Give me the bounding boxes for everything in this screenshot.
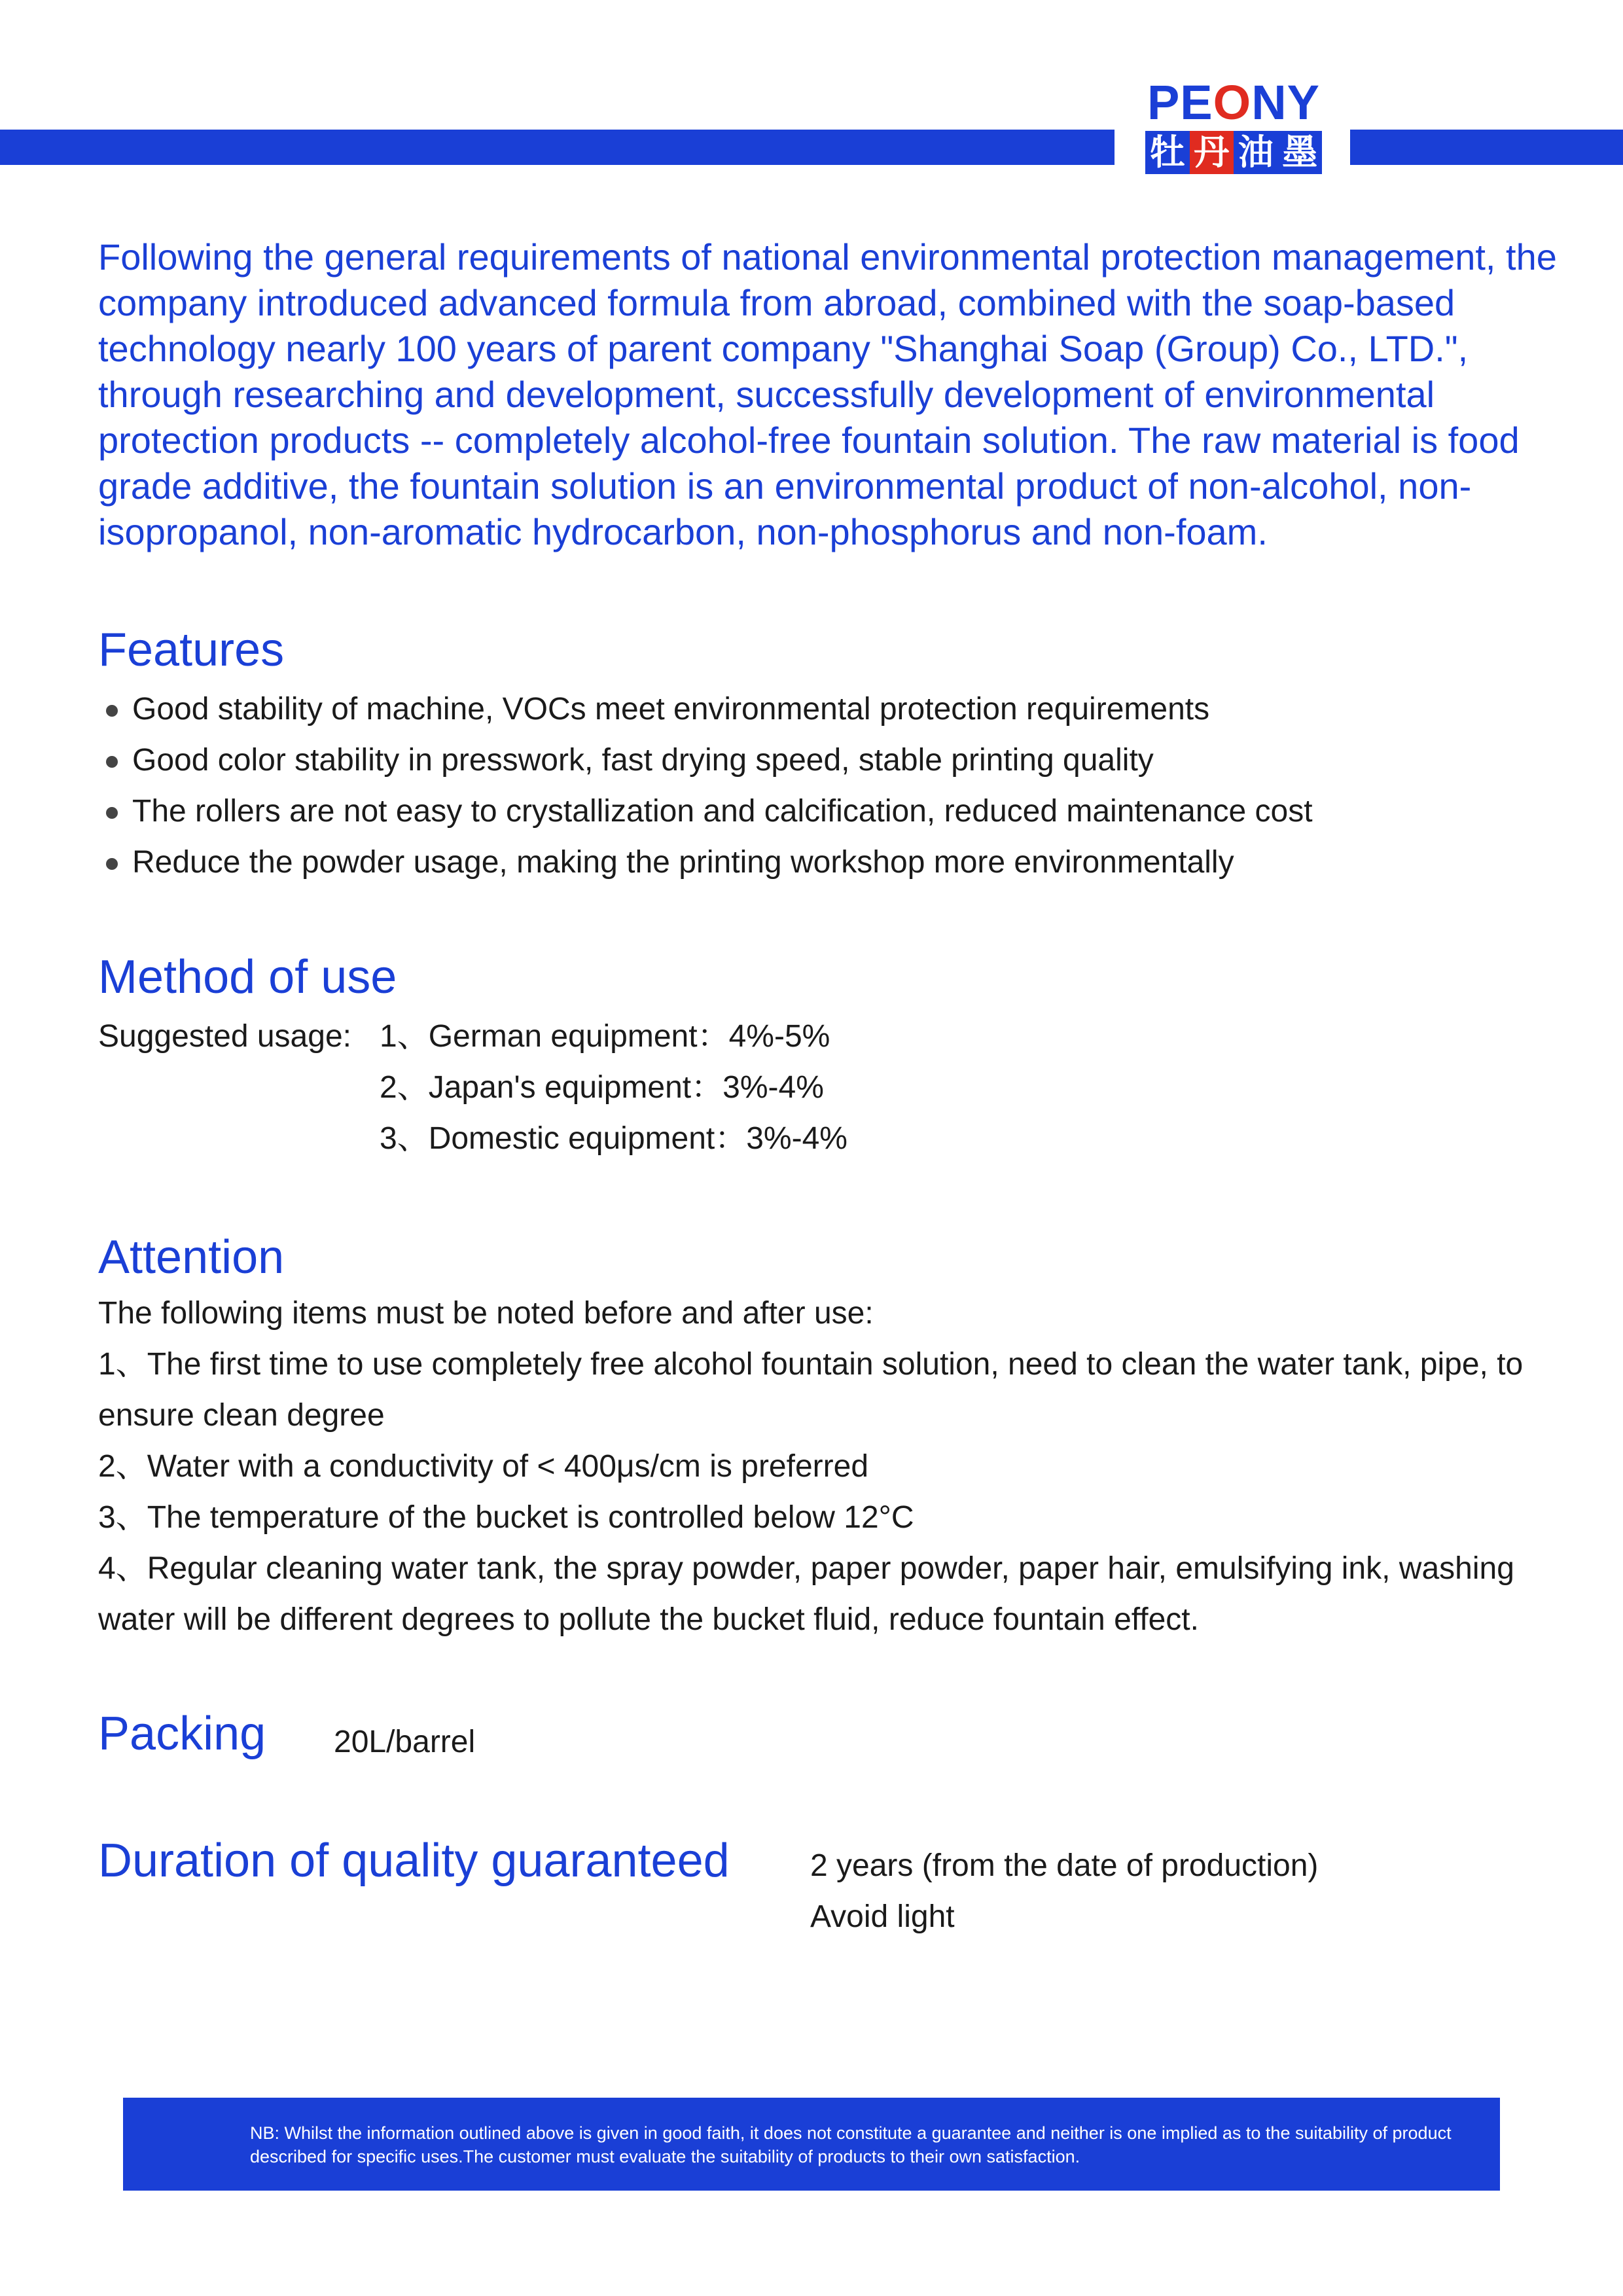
bullet-icon xyxy=(106,756,118,768)
attention-item: 1、The first time to use completely free alcohol fountain solution, need to clean the water tank, pipe, to ensure clean degree xyxy=(98,1347,1524,1433)
bullet-icon xyxy=(106,858,118,870)
attention-intro: The following items must be noted before and after use: xyxy=(98,1296,874,1331)
packing-heading: Packing xyxy=(98,1708,266,1760)
attention-item: 3、The temperature of the bucket is controlled below 12°C xyxy=(98,1500,914,1535)
attention-item: 4、Regular cleaning water tank, the spray powder, paper powder, paper hair, emulsifying ink, washing water will be different degrees to pollute the bucket fluid, reduce fountain effect. xyxy=(98,1551,1514,1637)
bullet-icon xyxy=(106,705,118,717)
logo-chinese-name xyxy=(1145,131,1322,174)
usage-item: 1、German equipment：4%-5% xyxy=(380,1019,830,1054)
logo-wordmark-o: O xyxy=(1213,75,1252,130)
intro-paragraph: Following the general requirements of national environmental protection management, the company introduced advanced formula from abroad, combined with the soap-based technology nearly 100 years of parent company "Shanghai Soap (Group) Co., LTD.", through researching and development, successfully development of environmental protection products -- completely alcohol-free fountain solution. The raw material is food grade additive, the fountain solution is an environmental product of non-alcohol, non-isopropanol, non-aromatic hydrocarbon, non-phosphorus and non-foam. xyxy=(98,236,1557,552)
feature-item xyxy=(98,837,1538,888)
feature-text: Good stability of machine, VOCs meet environmental protection requirements xyxy=(132,692,1210,726)
peony-logo xyxy=(1145,75,1322,174)
logo-char-red: 丹 xyxy=(1190,131,1234,174)
logo-wordmark-part: PE xyxy=(1147,75,1213,130)
feature-item xyxy=(98,786,1538,837)
usage-row xyxy=(98,1011,1538,1062)
usage-section xyxy=(98,1011,1538,1164)
disclaimer-text: NB: Whilst the information outlined above is given in good faith, it does not constitute a guarantee and neither is one implied as to the suitability of product described for specific uses.The customer must evaluate the suitability of products to their own satisfaction. xyxy=(250,2123,1452,2166)
logo-char: 墨 xyxy=(1278,131,1323,174)
usage-row xyxy=(98,1113,1538,1164)
features-heading: Features xyxy=(98,624,285,676)
usage-item: 3、Domestic equipment：3%-4% xyxy=(380,1121,847,1156)
features-list xyxy=(98,684,1538,888)
duration-heading: Duration of quality guaranteed xyxy=(98,1835,730,1887)
logo-char: 油 xyxy=(1234,131,1278,174)
logo-wordmark xyxy=(1145,75,1322,130)
feature-item xyxy=(98,684,1538,735)
feature-text: Reduce the powder usage, making the printing workshop more environmentally xyxy=(132,845,1234,880)
logo-char: 牡 xyxy=(1145,131,1190,174)
attention-section xyxy=(98,1288,1564,1645)
bullet-icon xyxy=(106,807,118,819)
header-band-right xyxy=(1350,130,1623,165)
attention-item: 2、Water with a conductivity of < 400μs/cm is preferred xyxy=(98,1449,869,1484)
feature-text: Good color stability in presswork, fast drying speed, stable printing quality xyxy=(132,743,1154,778)
usage-label: Suggested usage: xyxy=(98,1019,351,1054)
duration-section xyxy=(810,1840,1318,1943)
duration-note: Avoid light xyxy=(810,1899,955,1934)
disclaimer-box xyxy=(123,2098,1500,2191)
attention-heading: Attention xyxy=(98,1231,285,1283)
duration-value: 2 years (from the date of production) xyxy=(810,1848,1319,1883)
header-band-left xyxy=(0,130,1115,165)
logo-wordmark-part: NY xyxy=(1251,75,1321,130)
packing-value: 20L/barrel xyxy=(334,1725,476,1759)
usage-item: 2、Japan's equipment：3%-4% xyxy=(380,1070,824,1105)
feature-text: The rollers are not easy to crystallization and calcification, reduced maintenance cost xyxy=(132,794,1313,829)
feature-item xyxy=(98,735,1538,786)
method-heading: Method of use xyxy=(98,951,397,1003)
usage-row xyxy=(98,1062,1538,1113)
